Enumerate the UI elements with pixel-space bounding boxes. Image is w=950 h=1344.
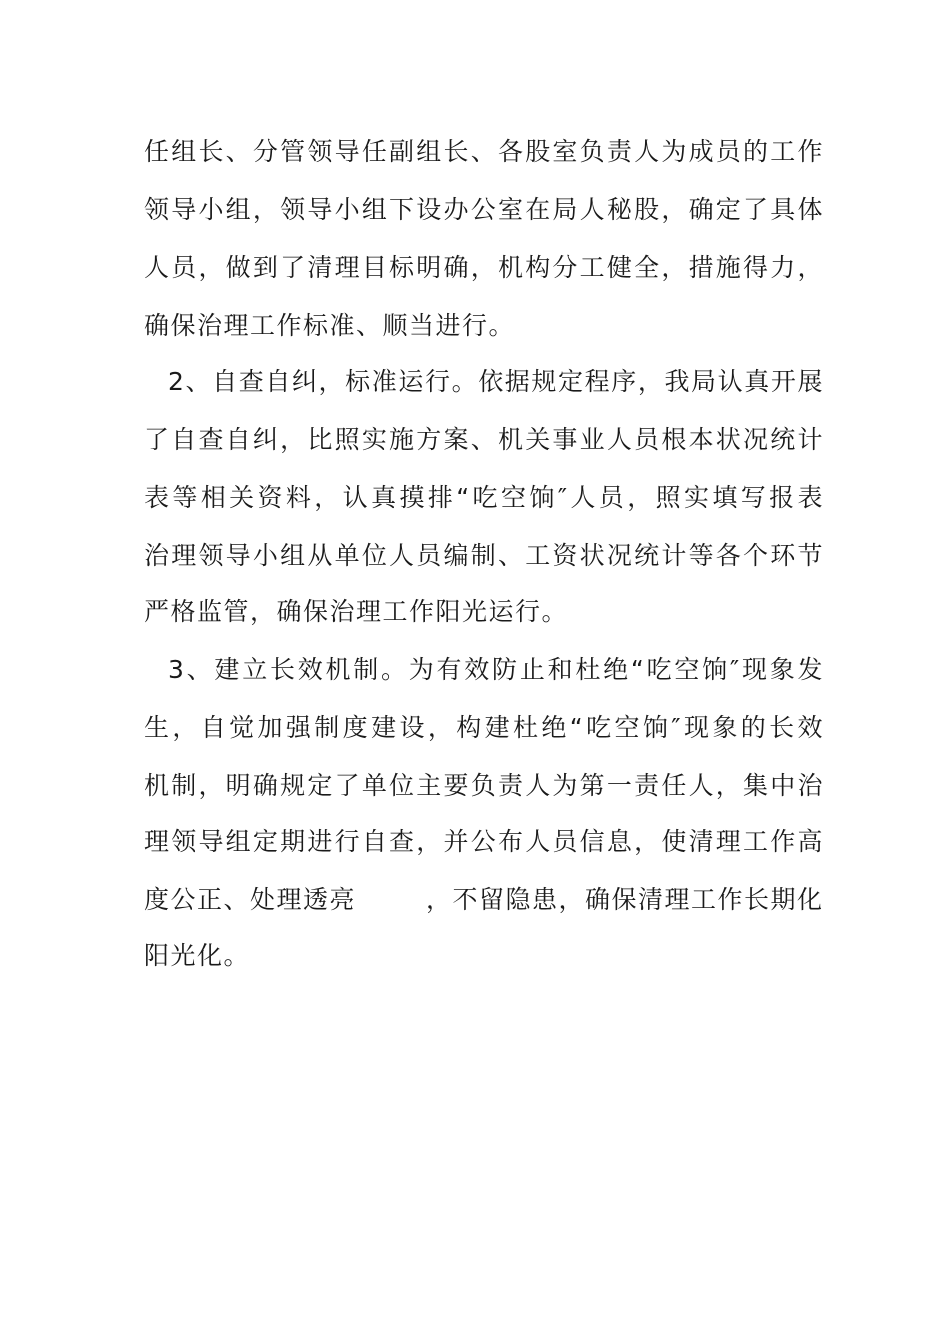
paragraph-2-line-5: 严格监管，确保治理工作阳光运行。 bbox=[144, 597, 569, 626]
paragraph-1-line-2: 领导小组，领导小组下设办公室在局人秘股，确定了具体 bbox=[144, 195, 824, 224]
paragraph-3-line-5 bbox=[144, 880, 824, 920]
paragraph-2-line-4: 治理领导小组从单位人员编制、工资状况统计等各个环节 bbox=[144, 541, 824, 570]
paragraph-2-line-1: 2、自查自纠，标准运行。依据规定程序，我局认真开展 bbox=[168, 367, 824, 396]
paragraph-3-line-6: 阳光化。 bbox=[144, 941, 251, 970]
paragraph-2-line-3: 表等相关资料，认真摸排“吃空饷″人员，照实填写报表 bbox=[144, 483, 824, 512]
paragraph-2-line-2: 了自查自纠，比照实施方案、机关事业人员根本状况统计 bbox=[144, 425, 824, 454]
paragraph-1-line-1: 任组长、分管领导任副组长、各股室负责人为成员的工作 bbox=[144, 137, 824, 166]
paragraph-3-line-1: 3、建立长效机制。为有效防止和杜绝“吃空饷″现象发 bbox=[168, 655, 824, 684]
paragraph-1-line-4: 确保治理工作标准、顺当进行。 bbox=[144, 311, 516, 340]
paragraph-3-line-5-part-b: ，不留隐患，确保清理工作长期化 bbox=[426, 885, 824, 914]
paragraph-3-line-3: 机制，明确规定了单位主要负责人为第一责任人，集中治 bbox=[144, 771, 824, 800]
paragraph-3-line-2: 生，自觉加强制度建设，构建杜绝“吃空饷″现象的长效 bbox=[144, 713, 824, 742]
paragraph-3-line-4: 理领导组定期进行自查，并公布人员信息，使清理工作高 bbox=[144, 827, 824, 856]
paragraph-3-line-5-part-a: 度公正、处理透亮 bbox=[144, 885, 357, 914]
paragraph-1-line-3: 人员，做到了清理目标明确，机构分工健全，措施得力， bbox=[144, 253, 824, 282]
